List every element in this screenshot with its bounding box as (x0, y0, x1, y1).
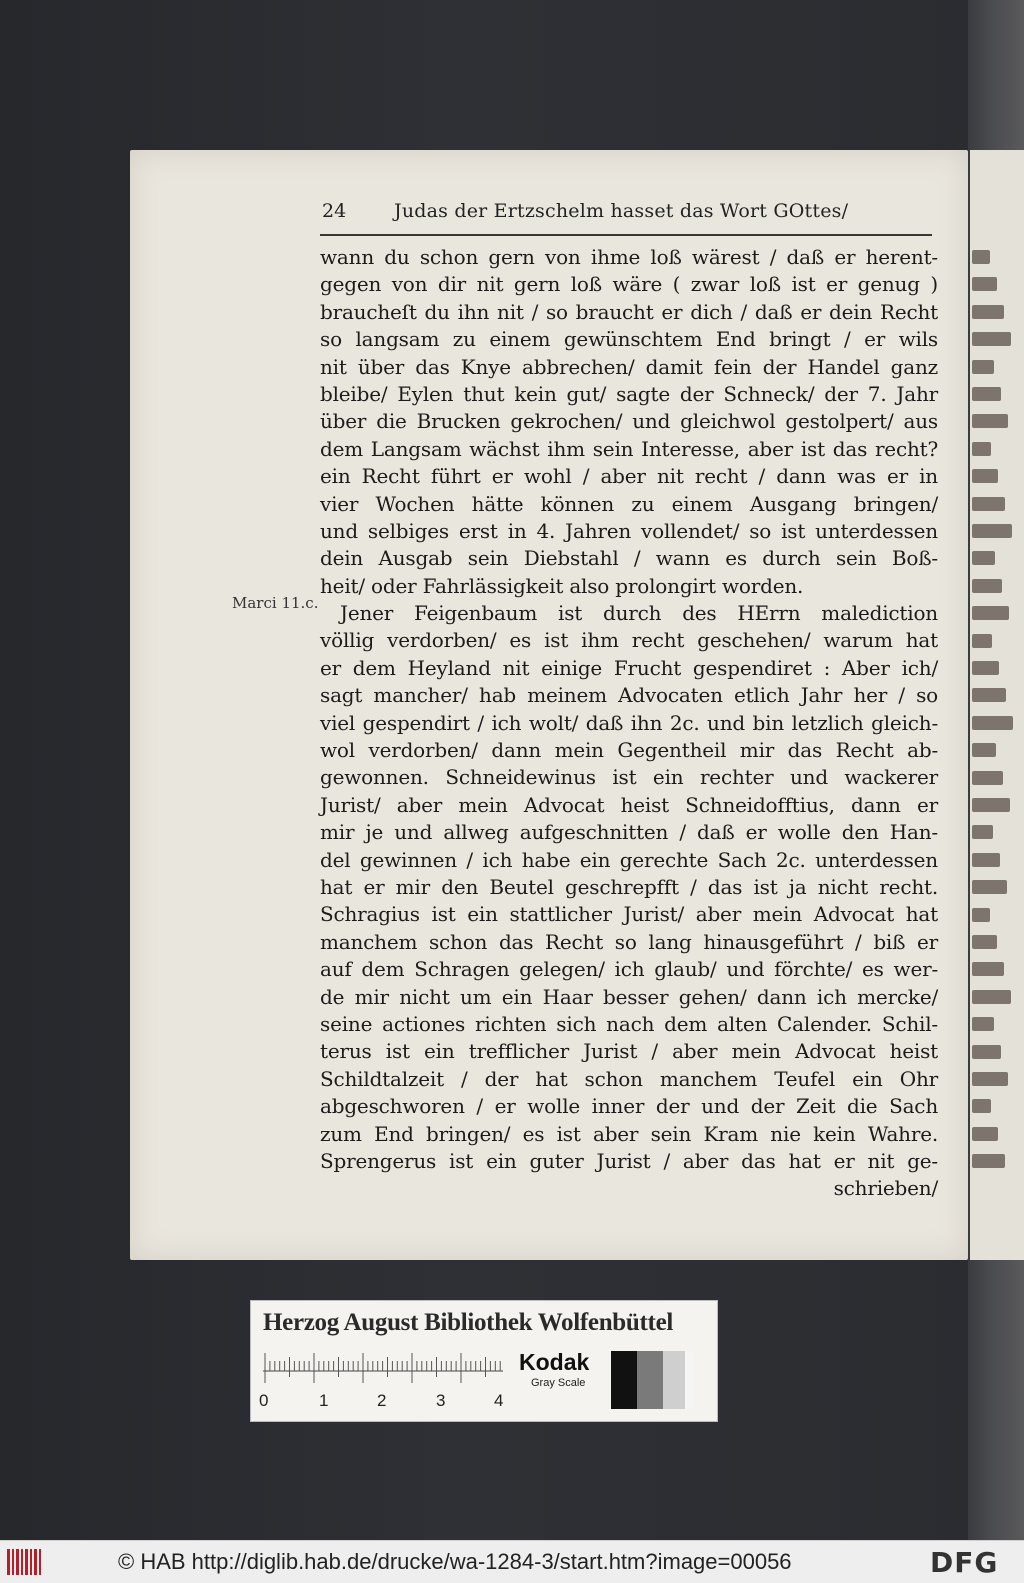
facing-page-text-fragment (972, 1045, 1001, 1059)
facing-page-text-fragment (972, 606, 1009, 620)
text-line: schrieben/ (833, 1176, 938, 1201)
facing-page-text-fragment (972, 414, 1008, 428)
text-line: dein Ausgab sein Diebstahl / wann es durch sein Boß- (320, 546, 938, 571)
facing-page-text-fragment (972, 798, 1010, 812)
text-line: vier Wochen hätte können zu einem Ausgang bringen/ (320, 491, 938, 516)
swatch-light (663, 1351, 685, 1409)
facing-page-text-fragment (972, 332, 1011, 346)
facing-page-text-fragment (972, 442, 991, 456)
text-line: völlig verdorben/ es ist ihm recht geschehen/ warum hat (320, 628, 938, 653)
ruler-label: 2 (377, 1391, 387, 1410)
facing-page-text-fragment (972, 1099, 991, 1113)
book-page (130, 150, 968, 1260)
header-rule (320, 234, 932, 236)
facing-page-text-fragment (972, 688, 1006, 702)
hab-logo-icon (6, 1547, 46, 1577)
ruler-label: 0 (259, 1391, 269, 1410)
text-line: viel gespendirt / ich wolt/ daß ihn 2c. und bin letzlich gleich- (320, 710, 938, 735)
facing-page-text-fragment (972, 880, 1007, 894)
text-line: manchem schon das Recht so lang hinausgeführt / biß er (320, 929, 938, 954)
facing-page-text-fragment (972, 990, 1011, 1004)
margin-note: Marci 11.c. (232, 594, 319, 612)
text-line: ein Recht führt er wohl / aber nit recht / dann was er in (320, 464, 938, 489)
text-line: hat er mir den Beutel geschrepfft / das ist ja nicht recht. (320, 874, 938, 899)
facing-page-text-fragment (972, 935, 997, 949)
ruler-label: 4 (494, 1391, 504, 1410)
text-line: de mir nicht um ein Haar besser gehen/ dann ich mercke/ (320, 984, 938, 1009)
scale-ruler (263, 1353, 503, 1391)
text-line: sagt mancher/ hab meinem Advocaten etlich Jahr her / so (320, 683, 938, 708)
ruler-labels (259, 1391, 519, 1411)
facing-page-text-fragment (972, 962, 1004, 976)
text-line: bleibe/ Eylen thut kein gut/ sagte der Schneck/ der 7. Jahr (320, 381, 938, 406)
facing-page-text-fragment (972, 716, 1013, 730)
gray-scale-label: Gray Scale (531, 1377, 586, 1389)
text-line: so langsam zu einem gewünschtem End bringt / er wils (320, 327, 938, 352)
text-line: Jurist/ aber mein Advocat heist Schneidofftius, dann er (320, 792, 938, 817)
text-line: Jener Feigenbaum ist durch des HErrn malediction (340, 601, 938, 626)
facing-page-text-fragment (972, 825, 993, 839)
color-calibration-card (250, 1300, 718, 1422)
ruler-label: 3 (436, 1391, 446, 1410)
text-line: nit über das Knye abbrechen/ damit fein der Handel ganz (320, 354, 938, 379)
text-line: über die Brucken gekrochen/ und gleichwol gestolpert/ aus (320, 409, 938, 434)
facing-page-text-fragment (972, 497, 1005, 511)
page-number: 24 (322, 200, 347, 222)
text-line: terus ist ein trefflicher Jurist / aber mein Advocat heist (320, 1039, 938, 1064)
text-line: Sprengerus ist ein guter Jurist / aber das hat er nit ge- (320, 1148, 938, 1173)
facing-page-text-fragment (972, 469, 998, 483)
facing-page-text-fragment (972, 360, 994, 374)
facing-page-text-fragment (972, 1127, 998, 1141)
text-line: abgeschworen / er wolle inner der und der Zeit die Sach (320, 1094, 938, 1119)
page-header (322, 200, 942, 230)
ruler-label: 1 (319, 1391, 329, 1410)
facing-page-text-fragment (972, 551, 995, 565)
swatch-white (685, 1351, 693, 1409)
text-line: er dem Heyland nit einige Frucht gespendiret : Aber ich/ (320, 655, 938, 680)
text-line: wol verdorben/ dann mein Gegentheil mir das Recht ab- (320, 738, 938, 763)
facing-page-text-fragment (972, 579, 1002, 593)
facing-page-text-fragment (972, 305, 1004, 319)
swatch-black (611, 1351, 637, 1409)
body-text (320, 244, 938, 1203)
copyright-link[interactable]: © HAB http://diglib.hab.de/drucke/wa-1284-3/start.htm?image=00056 (118, 1549, 792, 1574)
facing-page-text-fragment (972, 1017, 994, 1031)
text-line: zum End bringen/ es ist aber sein Kram nie kein Wahre. (320, 1121, 938, 1146)
facing-page-text-fragment (972, 250, 990, 264)
text-line: mir je und allweg aufgeschnitten / daß er wolle den Han- (320, 820, 938, 845)
facing-page-text-fragment (972, 277, 997, 291)
text-line: auf dem Schragen gelegen/ ich glaub/ und förchte/ es wer- (320, 957, 938, 982)
text-line: Schragius ist ein stattlicher Jurist/ aber mein Advocat hat (320, 902, 938, 927)
text-line: seine actiones richten sich nach dem alten Calender. Schil- (320, 1011, 938, 1036)
dfg-logo: DFG (930, 1546, 999, 1579)
facing-page-text-fragment (972, 771, 1003, 785)
text-line: dem Langsam wächst ihm sein Interesse, aber ist das recht? (320, 436, 938, 461)
kodak-logo: Kodak (519, 1349, 590, 1375)
facing-page-text-fragment (972, 1154, 1005, 1168)
text-line: del gewinnen / ich habe ein gerechte Sach 2c. unterdessen (320, 847, 938, 872)
facing-page-text-fragment (972, 853, 1000, 867)
running-title: Judas der Ertzschelm hasset das Wort GOttes/ (394, 200, 849, 222)
facing-page-text-fragment (972, 661, 999, 675)
facing-page-text-fragment (972, 743, 996, 757)
facing-page-text-fragment (972, 524, 1012, 538)
facing-page-edge (970, 150, 1024, 1260)
facing-page-text-fragment (972, 908, 990, 922)
text-line: Schildtalzeit / der hat schon manchem Teufel ein Ohr (320, 1066, 938, 1091)
facing-page-text-fragment (972, 634, 992, 648)
library-name: Herzog August Bibliothek Wolfenbüttel (263, 1309, 674, 1336)
text-line: und selbiges erst in 4. Jahren vollendet/ so ist unterdessen (320, 518, 938, 543)
facing-page-text-fragment (972, 1072, 1008, 1086)
swatch-gray (637, 1351, 663, 1409)
text-line: gegen von dir nit gern loß wäre ( zwar loß ist er genug ) (320, 272, 938, 297)
footer-bar (0, 1540, 1024, 1583)
text-line: braucheſt du ihn nit / so braucht er dich / daß er dein Recht (320, 299, 938, 324)
facing-page-text-fragment (972, 387, 1001, 401)
text-line: gewonnen. Schneidewinus ist ein rechter und wackerer (320, 765, 938, 790)
text-line: heit/ oder Fahrlässigkeit also prolongirt worden. (320, 573, 804, 598)
text-line: wann du schon gern von ihme loß wärest / daß er herent- (320, 245, 938, 269)
